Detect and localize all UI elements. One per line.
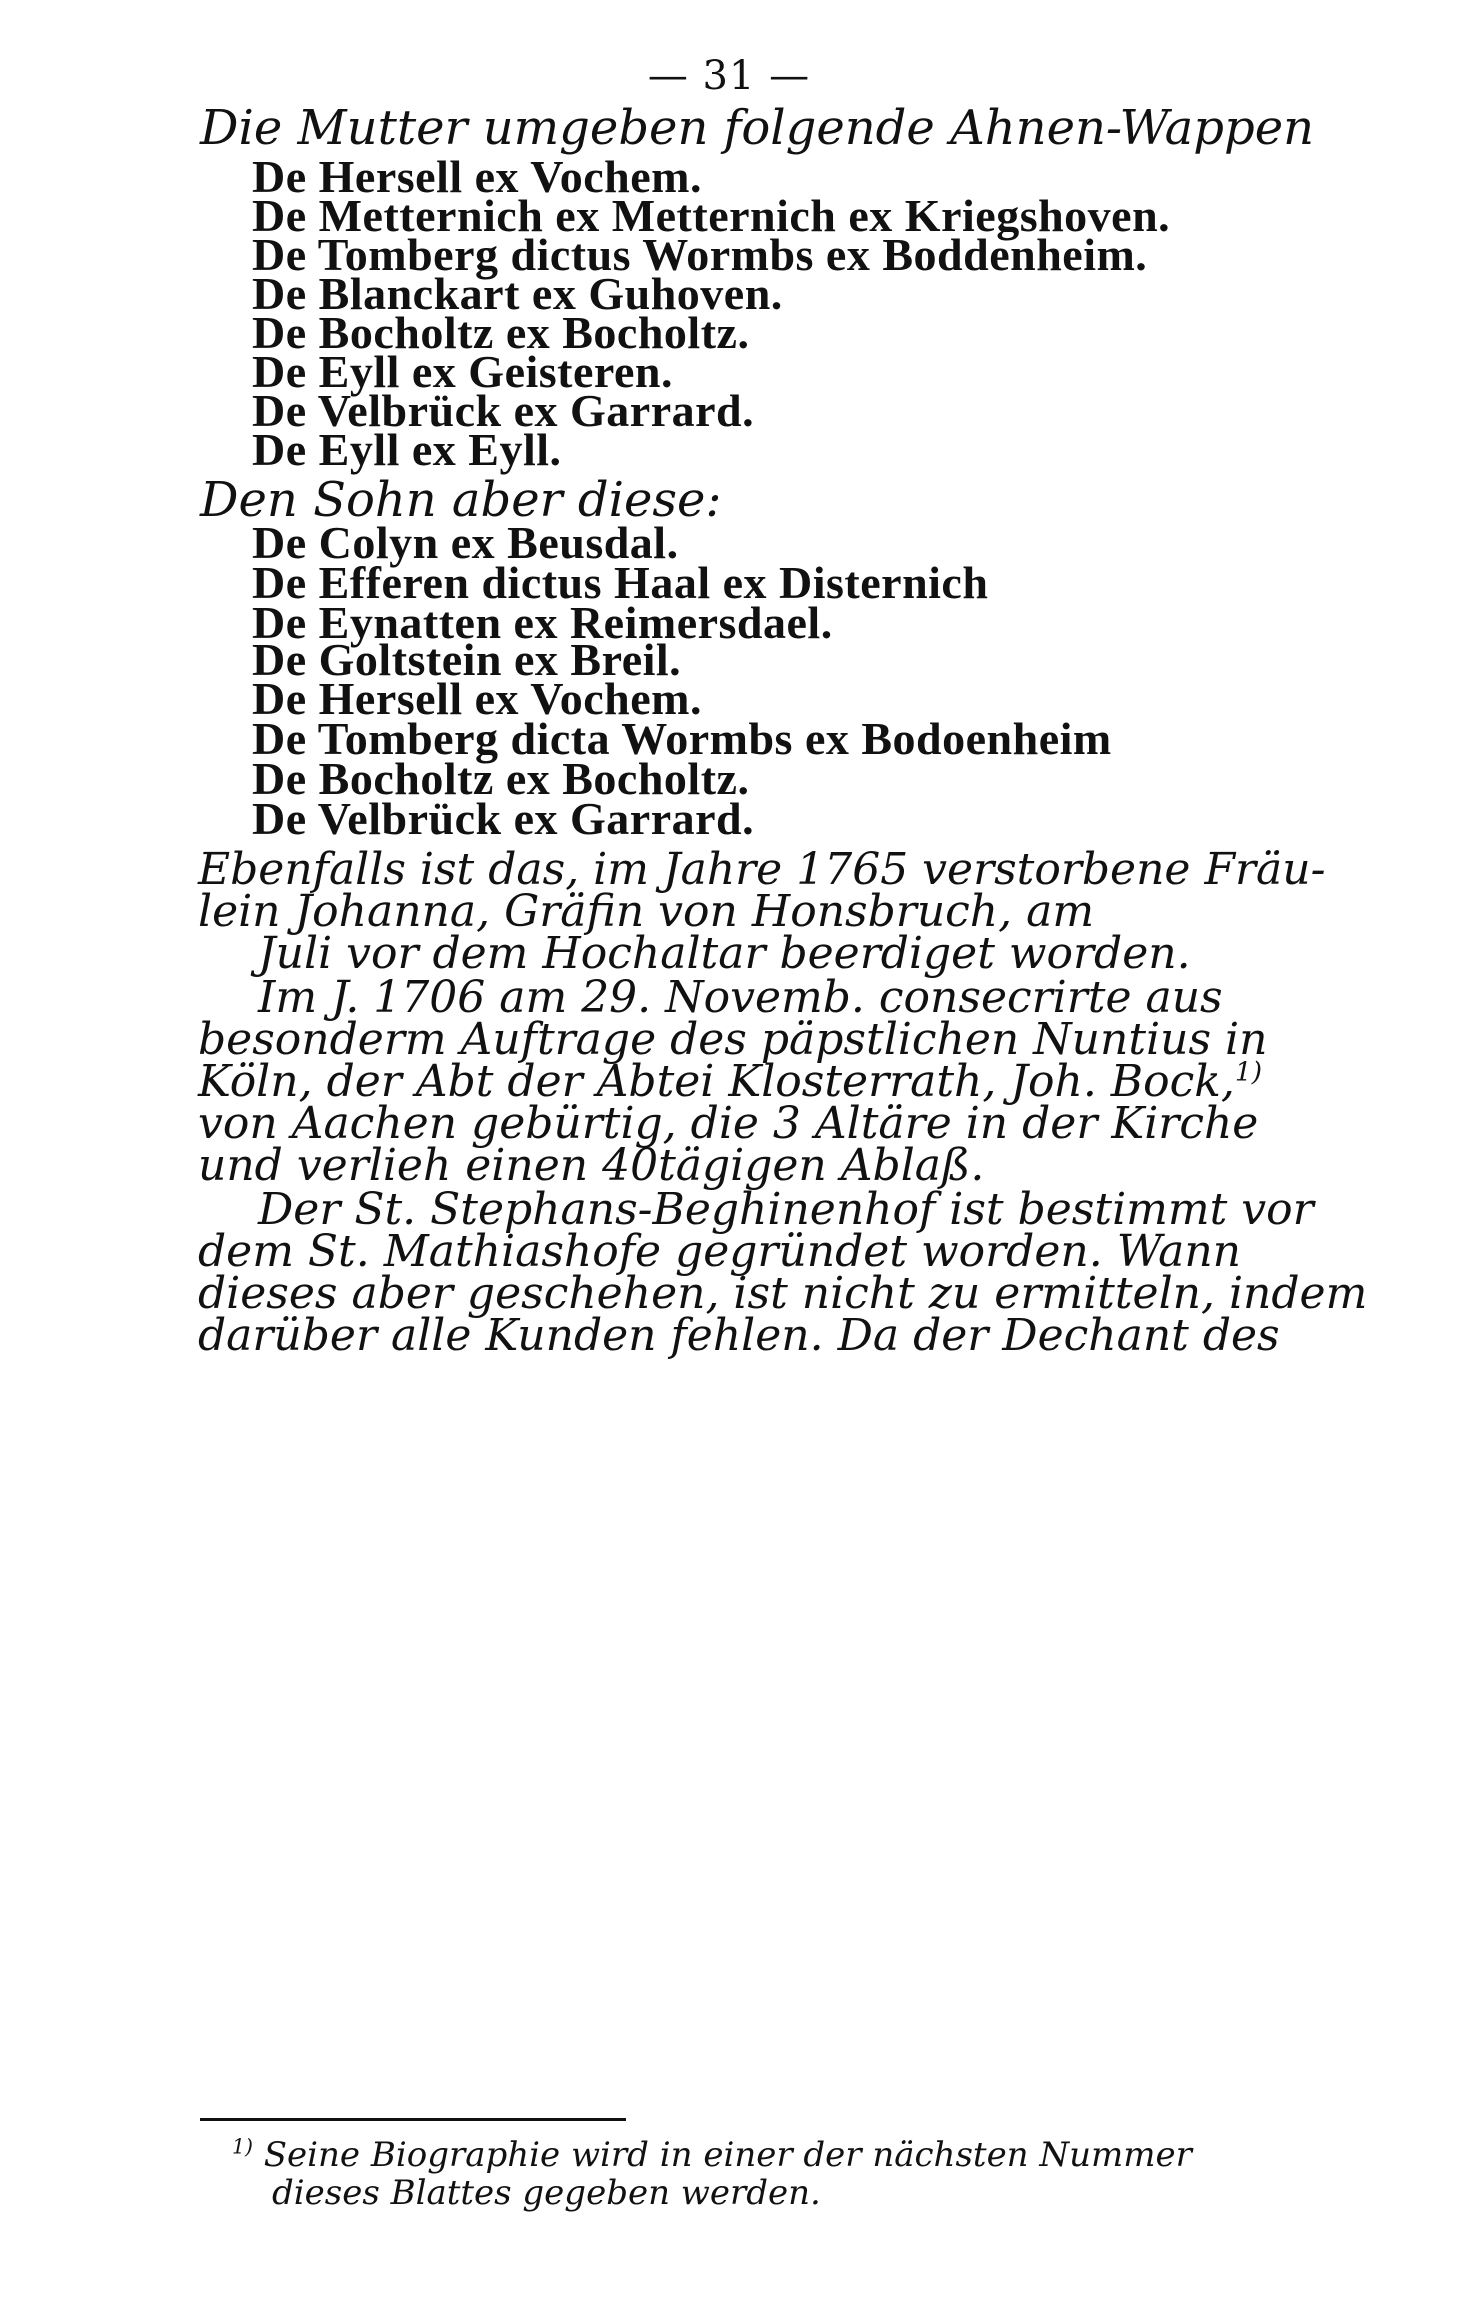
son-arms-line: De Hersell ex Vochem. [252, 673, 702, 724]
mother-arms-line: De Tomberg dictus Wormbs ex Boddenheim. [252, 229, 1148, 280]
paragraph-2-line: und verlieh einen 40tägigen Ablaß. [198, 1140, 985, 1191]
paragraph-2-line: Im J. 1706 am 29. Novemb. consecrirte aus [258, 972, 1223, 1023]
paragraph-2-line: von Aachen gebürtig, die 3 Altäre in der Kirche [198, 1098, 1259, 1149]
son-arms-line: De Goltstein ex Breil. [252, 634, 682, 685]
paragraph-2-line: besonderm Auftrage des päpstlichen Nuntius in [198, 1014, 1268, 1065]
footnote-line: dieses Blattes gegeben werden. [272, 2173, 821, 2213]
paragraph-3-line: darüber alle Kunden fehlen. Da der Dechant des [198, 1310, 1280, 1361]
footnote-reference: 1) [1234, 1056, 1263, 1088]
footnote-text: Seine Biographie wird in einer der nächsten Nummer [263, 2135, 1192, 2175]
mother-heading: Die Mutter umgeben folgende Ahnen-Wappen [200, 100, 1315, 156]
paragraph-1-line: Ebenfalls ist das, im Jahre 1765 verstorbene Fräu- [198, 844, 1326, 895]
son-heading: Den Sohn aber diese: [200, 472, 722, 528]
mother-arms-line: De Hersell ex Vochem. [252, 151, 702, 202]
paragraph-3-line: dieses aber geschehen, ist nicht zu ermitteln, indem [198, 1268, 1368, 1319]
paragraph-2-line-text: Köln, der Abt der Abtei Klosterrath, Joh. Bock, [198, 1056, 1235, 1107]
son-arms-line: De Colyn ex Beusdal. [252, 517, 679, 568]
mother-arms-line: De Blanckart ex Guhoven. [252, 268, 783, 319]
mother-arms-line: De Metternich ex Metternich ex Kriegshoven. [252, 190, 1171, 241]
son-arms-line: De Eynatten ex Reimersdael. [252, 597, 833, 648]
paragraph-1-line: lein Johanna, Gräfin von Honsbruch, am [198, 886, 1095, 937]
son-arms-line: De Bocholtz ex Bocholtz. [252, 753, 750, 804]
mother-arms-line: De Bocholtz ex Bocholtz. [252, 307, 750, 358]
page-number: — 31 — [647, 53, 811, 99]
paragraph-3-line: Der St. Stephans-Beghinenhof ist bestimmt vor [258, 1184, 1314, 1235]
son-arms-line: De Velbrück ex Garrard. [252, 793, 755, 844]
paragraph-1-line: Juli vor dem Hochaltar beerdiget worden. [258, 928, 1191, 979]
footnote-marker: 1) [232, 2134, 253, 2159]
son-arms-line: De Efferen dictus Haal ex Disternich [252, 557, 989, 608]
footnote-divider [200, 2118, 626, 2121]
son-arms-line: De Tomberg dicta Wormbs ex Bodoenheim [252, 713, 1112, 764]
mother-arms-line: De Eyll ex Geisteren. [252, 346, 673, 397]
paragraph-3-line: dem St. Mathiashofe gegründet worden. Wann [198, 1226, 1242, 1277]
footnote-line [232, 2134, 1192, 2175]
mother-arms-line: De Velbrück ex Garrard. [252, 385, 755, 436]
mother-arms-line: De Eyll ex Eyll. [252, 424, 562, 475]
